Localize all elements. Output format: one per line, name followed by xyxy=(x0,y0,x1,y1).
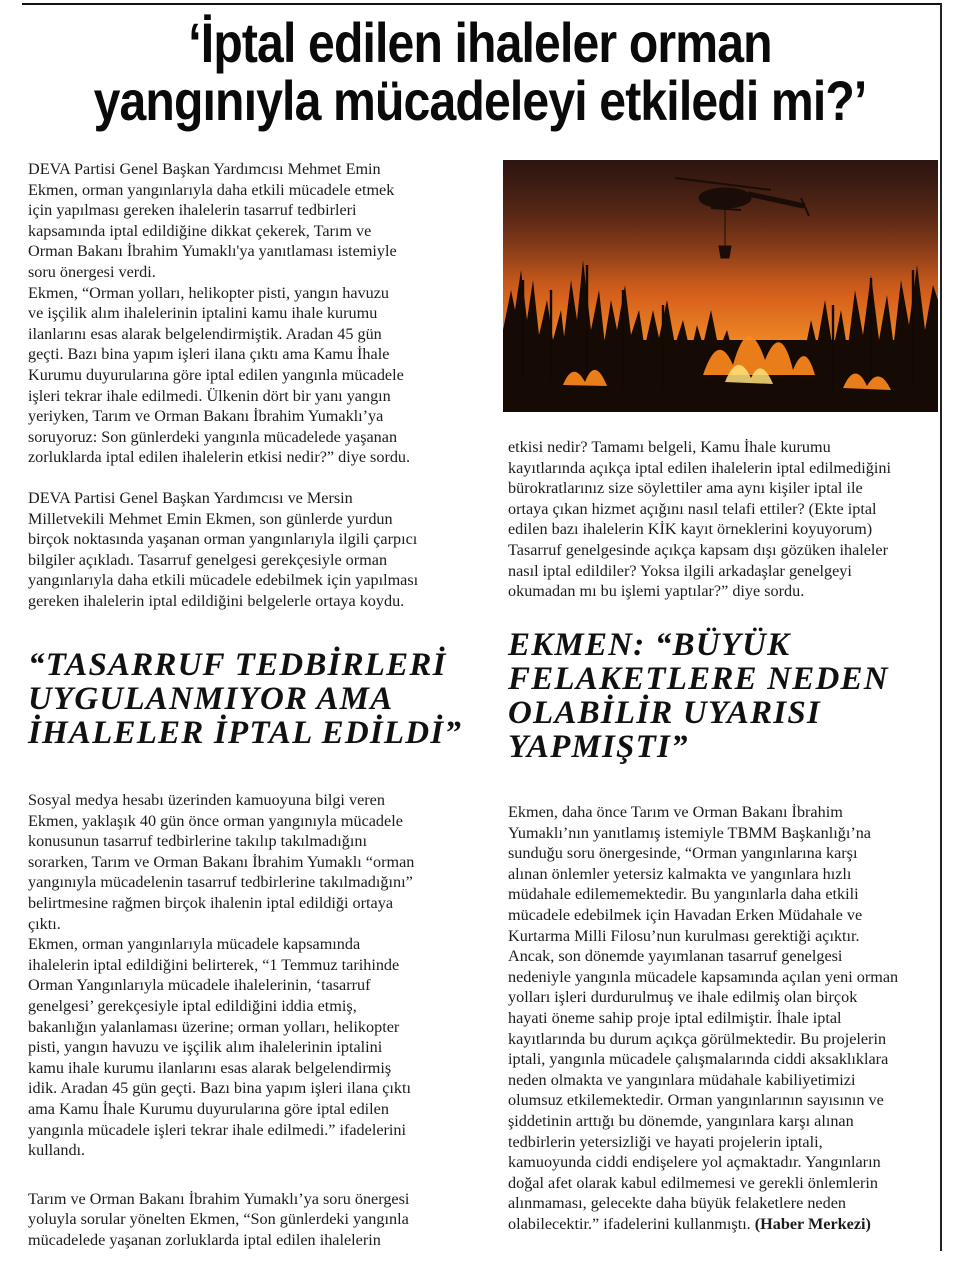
text-line: kayıtlarında açıkça iptal edilen ihalelerin iptal edilmediğini xyxy=(508,458,891,477)
text-line: ama Kamu İhale Kurumu duyurularına göre iptal edilen xyxy=(28,1099,389,1118)
headline xyxy=(84,11,875,132)
text-line: geçti. Bazı bina yapım işleri ilana çıktı ama Kamu İhale xyxy=(28,345,390,364)
text-line: için yapılması gereken ihalelerin tasarruf tedbirleri xyxy=(28,201,357,220)
text-line: Tasarruf genelgesinde açıkça kapsam dışı gözüken ihaleler xyxy=(508,540,889,559)
left-subheading xyxy=(28,648,462,750)
subhead-line: UYGULANMIYOR AMA xyxy=(28,681,394,717)
text-line: edilen bazı ihalelerin KİK kayıt örneklerini koyuyorum) xyxy=(508,520,873,539)
text-line: Ekmen, orman yangınlarıyla mücadele kapsamında xyxy=(28,935,361,954)
subhead-line: OLABİLİR UYARISI xyxy=(508,695,821,731)
text-line: ilanlarını esas alarak belgelendirmiştik. Aradan 45 gün xyxy=(28,324,382,343)
text-line: neden olmakta ve yangınlara müdahale kabiliyetimizi xyxy=(508,1070,856,1089)
text-line: Ekmen, daha önce Tarım ve Orman Bakanı İbrahim xyxy=(508,803,843,821)
text-line: soru önergesi verdi. xyxy=(28,262,156,281)
text-line: mücadelede yaşanan zorluklarda iptal edilen ihalelerin xyxy=(28,1230,381,1249)
text-line: yangınıyla mücadelenin tasarruf tedbirlerine takılmadığını” xyxy=(28,873,413,892)
left-column-body xyxy=(28,790,476,1250)
text-line: Kurtarma Milli Filosu’nun kurulması gerektiği açıktır. xyxy=(508,926,860,945)
text-line: olumsuz etkilemektedir. Orman yangınlarının sayısının ve xyxy=(508,1091,884,1110)
text-line: bürokratlarınız size söylettiler ama aynı kişiler iptal ile xyxy=(508,479,863,498)
text-line: Orman Yangınlarıyla mücadele ihalelerinin, ‘tasarruf xyxy=(28,976,371,995)
right-column-body xyxy=(508,802,928,1234)
news-credit: (Haber Merkezi) xyxy=(754,1214,871,1233)
text-line: Yumaklı’nın yanıtlamış istemiyle TBMM Başkanlığı’na xyxy=(508,823,871,842)
text-line: sunduğu soru önergesinde, “Orman yangınlarına karşı xyxy=(508,844,858,863)
paragraph-gap xyxy=(28,468,476,488)
left-column-intro xyxy=(28,159,476,611)
text-line: yoluyla sorular yönelten Ekmen, “Son günlerdeki yangınla xyxy=(28,1210,409,1229)
text-line: şiddetinin arttığı bu dönemde, yangınlara karşı alınan xyxy=(508,1111,854,1130)
text-line: pisti, yangın havuzu ve işçilik alım ihalelerinin iptalini xyxy=(28,1038,383,1057)
right-subheading xyxy=(508,628,889,764)
right-column-rule xyxy=(940,3,942,1251)
text-line: kullandı. xyxy=(28,1141,86,1160)
closing-text: olabilecektir.” ifadelerini kullanmıştı. xyxy=(508,1214,751,1233)
text-line: belirtmesine rağmen birçok ihalenin iptal edildiği ortaya xyxy=(28,893,394,912)
text-line: kamu ihale kurumu ilanlarını esas alarak belgelendirmiş xyxy=(28,1058,392,1077)
text-line: yolları işleri durdurulmuş ve ihale edilmiş olan birçok xyxy=(508,988,858,1007)
text-line: yangınla mücadele işleri tekrar ihale edilmedi.” ifadelerini xyxy=(28,1120,406,1139)
text-line: Sosyal medya hesabı üzerinden kamuoyuna bilgi veren xyxy=(28,791,385,809)
text-line: zorluklarda iptal edilen ihalelerin etkisi nedir?” diye sordu. xyxy=(28,448,411,467)
text-line: soruyoruz: Son günlerdeki yangınla mücadelede yaşanan xyxy=(28,427,398,446)
forest-fire-photo xyxy=(503,160,938,412)
text-line: ortaya çıkan hizmet açığını nasıl telafi ettiler? (Ekte iptal xyxy=(508,499,877,518)
text-line: çıktı. xyxy=(28,914,61,933)
text-line: yeriyken, Tarım ve Orman Bakanı İbrahim Yumaklı’ya xyxy=(28,407,384,426)
text-line xyxy=(508,1214,928,1235)
text-line: birçok noktasında yaşanan orman yangınlarıyla ilgili çarpıcı xyxy=(28,530,418,549)
text-line: Ancak, son dönemde yayımlanan tasarruf genelgesi xyxy=(508,947,843,966)
text-line: Kurumu duyurularına göre iptal edilen yangınla mücadele xyxy=(28,365,404,384)
text-line: nedeniyle yangınla mücadele kapsamında açılan yeni orman xyxy=(508,967,899,986)
headline-line-1: ‘İptal edilen ihaleler orman xyxy=(188,11,772,74)
subhead-line: FELAKETLERE NEDEN xyxy=(508,661,889,697)
text-line: mücadele edebilmek için Havadan Erken Müdahale ve xyxy=(508,905,863,924)
text-line: nasıl iptal edildiler? Yoksa ilgili arkadaşlar genelgeyi xyxy=(508,561,852,580)
text-line: iptali, yangınla mücadele çalışmalarında ciddi aksaklıklara xyxy=(508,1050,889,1069)
text-line: DEVA Partisi Genel Başkan Yardımcısı Mehmet Emin xyxy=(28,160,381,178)
text-line: ihalelerin iptal edildiğini belirterek, “1 Temmuz tarihinde xyxy=(28,955,400,974)
paragraph-gap xyxy=(28,1161,476,1189)
text-line: hayati öneme sahip proje iptal edilmiştir. İhale iptal xyxy=(508,1008,842,1027)
headline-line-2: yangınıyla mücadeleyi etkiledi mi?’ xyxy=(93,69,867,132)
text-line: bakanlığın yalanlaması üzerine; orman yolları, helikopter xyxy=(28,1017,400,1036)
text-line: tedbirlerin yetersizliği ve hayati projelerin iptali, xyxy=(508,1132,823,1151)
text-line: sorarken, Tarım ve Orman Bakanı İbrahim Yumaklı “orman xyxy=(28,852,415,871)
text-line: Tarım ve Orman Bakanı İbrahim Yumaklı’ya soru önergesi xyxy=(28,1189,410,1208)
text-line: DEVA Partisi Genel Başkan Yardımcısı ve Mersin xyxy=(28,488,353,507)
text-line: Ekmen, yaklaşık 40 gün önce orman yangınıyla mücadele xyxy=(28,811,403,830)
text-line: etkisi nedir? Tamamı belgeli, Kamu İhale kurumu xyxy=(508,438,831,456)
text-line: bilgiler açıkladı. Tasarruf genelgesi gerekçesiyle orman xyxy=(28,550,388,569)
text-line: idik. Aradan 45 gün geçti. Bazı bina yapım işleri ilana çıktı xyxy=(28,1079,412,1098)
text-line: genelgesi’ gerekçesiyle iptal edildiğini iddia etmiş, xyxy=(28,996,357,1015)
text-line: okumadan mı bu işlemi yaptılar?” diye sordu. xyxy=(508,582,805,601)
text-line: Milletvekili Mehmet Emin Ekmen, son günlerde yurdun xyxy=(28,509,393,528)
subhead-line: İHALELER İPTAL EDİLDİ” xyxy=(28,715,463,751)
text-line: konusunun tasarruf tedbirlerine takılıp takılmadığını xyxy=(28,832,367,851)
text-line: alınan önlemler yetersiz kalmakta ve yangınlara hızlı xyxy=(508,864,852,883)
text-line: ve işçilik alım ihalelerinin iptalini kamu ihale kurumu xyxy=(28,304,378,323)
top-rule xyxy=(22,3,942,5)
text-line: doğal afet olarak kabul edilmemesi ve gerekli önlemlerin xyxy=(508,1173,878,1192)
text-line: alınmaması, gelecekte daha büyük felaketlere neden xyxy=(508,1194,846,1213)
text-line: gereken ihalelerin iptal edildiğini belgelerle ortaya koydu. xyxy=(28,591,405,610)
text-line: Ekmen, “Orman yolları, helikopter pisti, yangın havuzu xyxy=(28,283,389,302)
subhead-line: “TASARRUF TEDBİRLERİ xyxy=(28,647,447,683)
text-line: işleri tekrar ihale edilmedi. Ülkenin dört bir yanı yangın xyxy=(28,386,391,405)
text-line: yangınlarıyla daha etkili mücadele edebilmek için yapılması xyxy=(28,571,419,590)
text-line: kapsamında iptal edildiğine dikkat çekerek, Tarım ve xyxy=(28,221,372,240)
right-column-continuation xyxy=(508,437,928,602)
text-line: kayıtlarında bu durum açıkça görülmektedir. Bu projelerin xyxy=(508,1029,887,1048)
subhead-line: YAPMIŞTI” xyxy=(508,729,689,765)
text-line: müdahale edilememektedir. Bu yangınlarla daha etkili xyxy=(508,885,859,904)
text-line: Ekmen, orman yangınlarıyla daha etkili mücadele etmek xyxy=(28,180,395,199)
subhead-line: EKMEN: “BÜYÜK xyxy=(508,627,791,663)
text-line: Orman Bakanı İbrahim Yumaklı'ya yanıtlaması istemiyle xyxy=(28,242,397,261)
text-line: kamuoyunda ciddi endişelere yol açmaktadır. Yangınların xyxy=(508,1153,881,1172)
